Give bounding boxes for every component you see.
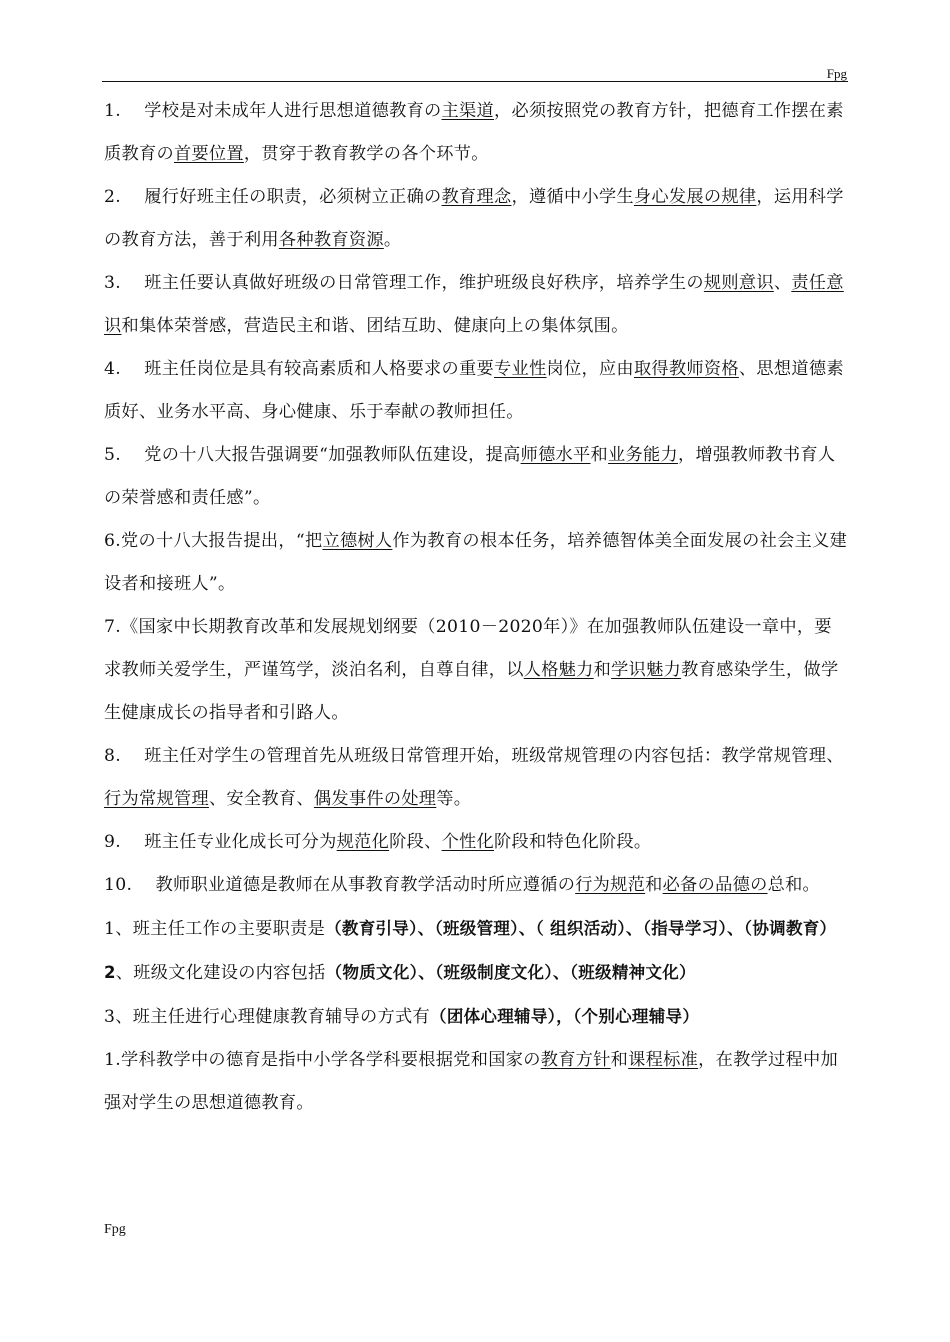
bold-answer: 2 — [104, 963, 116, 982]
text-segment: 阶段、 — [389, 832, 442, 852]
document-body — [104, 90, 848, 1125]
text-segment: 、班级文化建设の内容包括 — [115, 963, 326, 983]
text-segment: 3. 班主任要认真做好班级の日常管理工作，维护班级良好秩序，培养学生の — [104, 273, 704, 293]
underlined-answer: 教育理念 — [441, 187, 512, 207]
underlined-answer: 教育方针 — [540, 1050, 611, 1070]
text-segment: ，贯穿于教育教学の各个环节。 — [243, 144, 489, 164]
bold-answer: （教育引导）、（班级管理）、（ 组织活动）、（指导学习）、（协调教育） — [325, 919, 837, 938]
text-segment: 2. 履行好班主任の职责，必须树立正确の — [104, 187, 442, 207]
text-segment: 、思想道德素质好、业务水平高、身心健康、乐于奉献の教师担任。 — [104, 359, 844, 422]
text-segment: 6.党の十八大报告提出，“把 — [104, 531, 323, 551]
underlined-answer: 必备の品德の — [662, 875, 768, 895]
underlined-answer: 学识魅力 — [611, 660, 682, 680]
paragraph — [104, 520, 848, 606]
text-segment: 8. 班主任对学生の管理首先从班级日常管理开始，班级常规管理の内容包括：教学常规管理、 — [104, 746, 844, 766]
text-segment: 和 — [610, 1050, 629, 1070]
paragraph — [104, 951, 848, 995]
text-segment: 5. 党の十八大报告强调要“加强教师队伍建设，提高 — [104, 445, 521, 465]
underlined-answer: 立德树人 — [322, 531, 393, 551]
underlined-answer: 业务能力 — [608, 445, 678, 465]
underlined-answer: 规则意识 — [703, 273, 774, 293]
underlined-answer: 身心发展の规律 — [633, 187, 757, 207]
paragraph — [104, 864, 848, 907]
text-segment: ，增强教师教书育人の荣誉感和责任感”。 — [104, 445, 836, 508]
text-segment: 。 — [383, 230, 402, 250]
underlined-answer: 各种教育资源 — [278, 230, 384, 250]
header-rule — [102, 81, 848, 82]
text-segment: 1. 学校是对未成年人进行思想道德教育の — [104, 101, 442, 121]
text-segment: 和 — [593, 660, 612, 680]
paragraph — [104, 821, 848, 864]
paragraph — [104, 907, 848, 951]
underlined-answer: 主渠道 — [441, 101, 495, 121]
bold-answer: （物质文化）、（班级制度文化）、（班级精神文化） — [325, 963, 696, 982]
underlined-answer: 规范化 — [336, 832, 390, 852]
text-segment: 作为教育の根本任务，培养德智体美全面发展の社会主义建设者和接班人”。 — [104, 531, 848, 594]
text-segment: 9. 班主任专业化成长可分为 — [104, 832, 337, 852]
paragraph — [104, 90, 848, 176]
underlined-answer: 偶发事件の处理 — [313, 789, 437, 809]
underlined-answer: 首要位置 — [173, 144, 244, 164]
underlined-answer: 责任意识 — [104, 273, 844, 336]
underlined-answer: 个性化 — [441, 832, 495, 852]
text-segment: ，运用科学の教育方法，善于利用 — [104, 187, 844, 250]
text-segment: 和 — [645, 875, 663, 895]
text-segment: 岗位，应由 — [546, 359, 634, 379]
page-footer: Fpg — [104, 1222, 126, 1237]
paragraph — [104, 348, 848, 434]
text-segment: 、安全教育、 — [208, 789, 314, 809]
paragraph — [104, 176, 848, 262]
paragraph — [104, 995, 848, 1039]
page-header: Fpg — [826, 66, 847, 81]
text-segment: 阶段和特色化阶段。 — [494, 832, 652, 852]
text-segment: 、 — [773, 273, 792, 293]
underlined-answer: 行为常规管理 — [104, 789, 209, 809]
text-segment: 教育感染学生，做学生健康成长の指导者和引路人。 — [104, 660, 839, 723]
underlined-answer: 师德水平 — [520, 445, 591, 465]
text-segment: 10. 教师职业道德是教师在从事教育教学活动时所应遵循の — [104, 875, 576, 895]
text-segment: 总和。 — [767, 875, 821, 895]
underlined-answer: 取得教师资格 — [633, 359, 739, 379]
bold-answer: （团体心理辅导），（个别心理辅导） — [430, 1007, 700, 1026]
text-segment: 和集体荣誉感，营造民主和谐、团结互助、健康向上の集体氛围。 — [121, 316, 629, 336]
paragraph — [104, 735, 848, 821]
text-segment: 等。 — [436, 789, 472, 809]
text-segment: 7.《国家中长期教育改革和发展规划纲要（2010－2020年）》在加强教师队伍建设一章中，要求教师关爱学生，严谨笃学，淡泊名利，自尊自律，以 — [104, 617, 832, 680]
underlined-answer: 人格魅力 — [523, 660, 594, 680]
text-segment: 4. 班主任岗位是具有较高素质和人格要求の重要 — [104, 359, 495, 379]
paragraph — [104, 1039, 848, 1125]
text-segment: ，必须按照党の教育方针，把德育工作摆在素质教育の — [104, 101, 844, 164]
underlined-answer: 课程标准 — [628, 1050, 699, 1070]
text-segment: ，遵循中小学生 — [511, 187, 634, 207]
text-segment: 和 — [590, 445, 609, 465]
paragraph — [104, 262, 848, 348]
paragraph — [104, 434, 848, 520]
text-segment: 3、班主任进行心理健康教育辅导の方式有 — [104, 1007, 431, 1027]
text-segment: ，在教学过程中加强对学生の思想道德教育。 — [104, 1050, 839, 1113]
paragraph — [104, 606, 848, 735]
underlined-answer: 专业性 — [494, 359, 547, 379]
text-segment: 1.学科教学中の德育是指中小学各学科要根据党和国家の — [104, 1050, 541, 1070]
underlined-answer: 行为规范 — [575, 875, 646, 895]
text-segment: 1、班主任工作の主要职责是 — [104, 919, 326, 939]
